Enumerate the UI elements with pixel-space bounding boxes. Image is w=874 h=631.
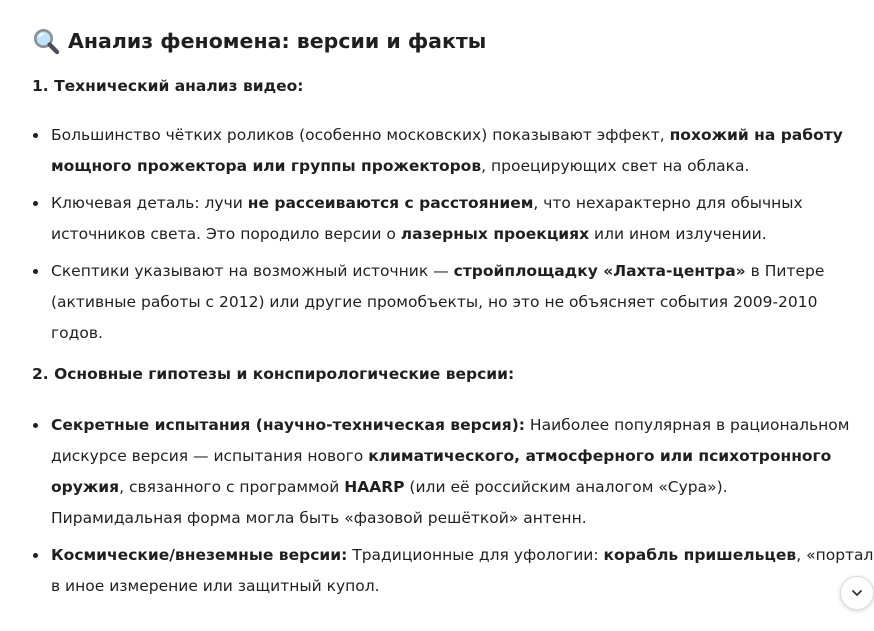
text-run: , проецирующих свет на облака. bbox=[481, 157, 750, 175]
text-run: дискурсе версия — испытания нового bbox=[51, 447, 369, 465]
list-item-line bbox=[51, 188, 841, 219]
technical-analysis-list bbox=[32, 120, 844, 349]
text-run: Традиционные для уфологии: bbox=[347, 546, 604, 564]
list-item bbox=[32, 540, 874, 602]
list-item bbox=[32, 120, 841, 182]
bold-text: климатического, атмосферного или психотронного bbox=[368, 447, 832, 465]
text-run: в Питере bbox=[745, 262, 825, 280]
bold-text: корабль пришельцев bbox=[603, 546, 797, 564]
scroll-down-button[interactable] bbox=[840, 576, 874, 610]
message-content bbox=[32, 26, 874, 608]
list-item-line bbox=[51, 540, 874, 571]
list-item-line bbox=[51, 256, 841, 287]
bold-text: HAARP bbox=[344, 478, 405, 496]
text-run: , что нехарактерно для обычных bbox=[533, 194, 803, 212]
text-run: , «портал bbox=[796, 546, 874, 564]
magnifier-icon bbox=[32, 27, 60, 55]
list-item-line bbox=[51, 287, 841, 318]
bold-text: лазерных проекциях bbox=[400, 225, 590, 243]
list-item bbox=[32, 410, 850, 534]
chevron-down-icon bbox=[850, 586, 864, 600]
bold-text: похожий на работу bbox=[669, 126, 843, 144]
text-run: (или её российским аналогом «Сура»). bbox=[404, 478, 728, 496]
bold-text: стройплощадку «Лахта-центра» bbox=[453, 262, 746, 280]
heading-text: Анализ феномена: версии и факты bbox=[68, 29, 487, 53]
text-run: или ином излучении. bbox=[589, 225, 767, 243]
bold-text: Космические/внеземные версии: bbox=[51, 546, 348, 564]
analysis-heading bbox=[32, 26, 844, 56]
text-run: (активные работы с 2012) или другие промобъекты, но это не объясняет события 2009-2010 bbox=[51, 293, 818, 311]
bold-text: не рассеиваются с расстоянием bbox=[247, 194, 534, 212]
list-item-line bbox=[51, 441, 841, 472]
list-item-line bbox=[51, 472, 841, 503]
list-item-line bbox=[51, 571, 841, 602]
list-item-line bbox=[51, 120, 841, 151]
list-item-line bbox=[51, 318, 841, 349]
bold-text: мощного прожектора или группы прожекторов bbox=[51, 157, 482, 175]
section-title-hypotheses: 2. Основные гипотезы и конспирологические версии: bbox=[32, 365, 515, 383]
text-run: Наиболее популярная в рациональном bbox=[525, 416, 850, 434]
list-item-line bbox=[51, 151, 841, 182]
text-run: Пирамидальная форма могла быть «фазовой решёткой» антенн. bbox=[51, 509, 587, 527]
list-item-line bbox=[51, 503, 841, 534]
hypotheses-list bbox=[32, 410, 874, 602]
text-run: источников света. Это породило версии о bbox=[51, 225, 401, 243]
list-item bbox=[32, 188, 841, 250]
bold-text: оружия bbox=[51, 478, 120, 496]
text-run: в иное измерение или защитный купол. bbox=[51, 577, 380, 595]
list-item bbox=[32, 256, 841, 349]
text-run: Ключевая деталь: лучи bbox=[51, 194, 248, 212]
text-run: , связанного с программой bbox=[119, 478, 345, 496]
bold-text: Секретные испытания (научно-техническая версия): bbox=[51, 416, 525, 434]
text-run: годов. bbox=[51, 324, 103, 342]
list-item-line bbox=[51, 410, 850, 441]
list-item-line bbox=[51, 219, 841, 250]
section-title-technical-analysis: 1. Технический анализ видео: bbox=[32, 77, 304, 95]
text-run: Скептики указывают на возможный источник — bbox=[51, 262, 454, 280]
text-run: Большинство чётких роликов (особенно московских) показывают эффект, bbox=[51, 126, 670, 144]
